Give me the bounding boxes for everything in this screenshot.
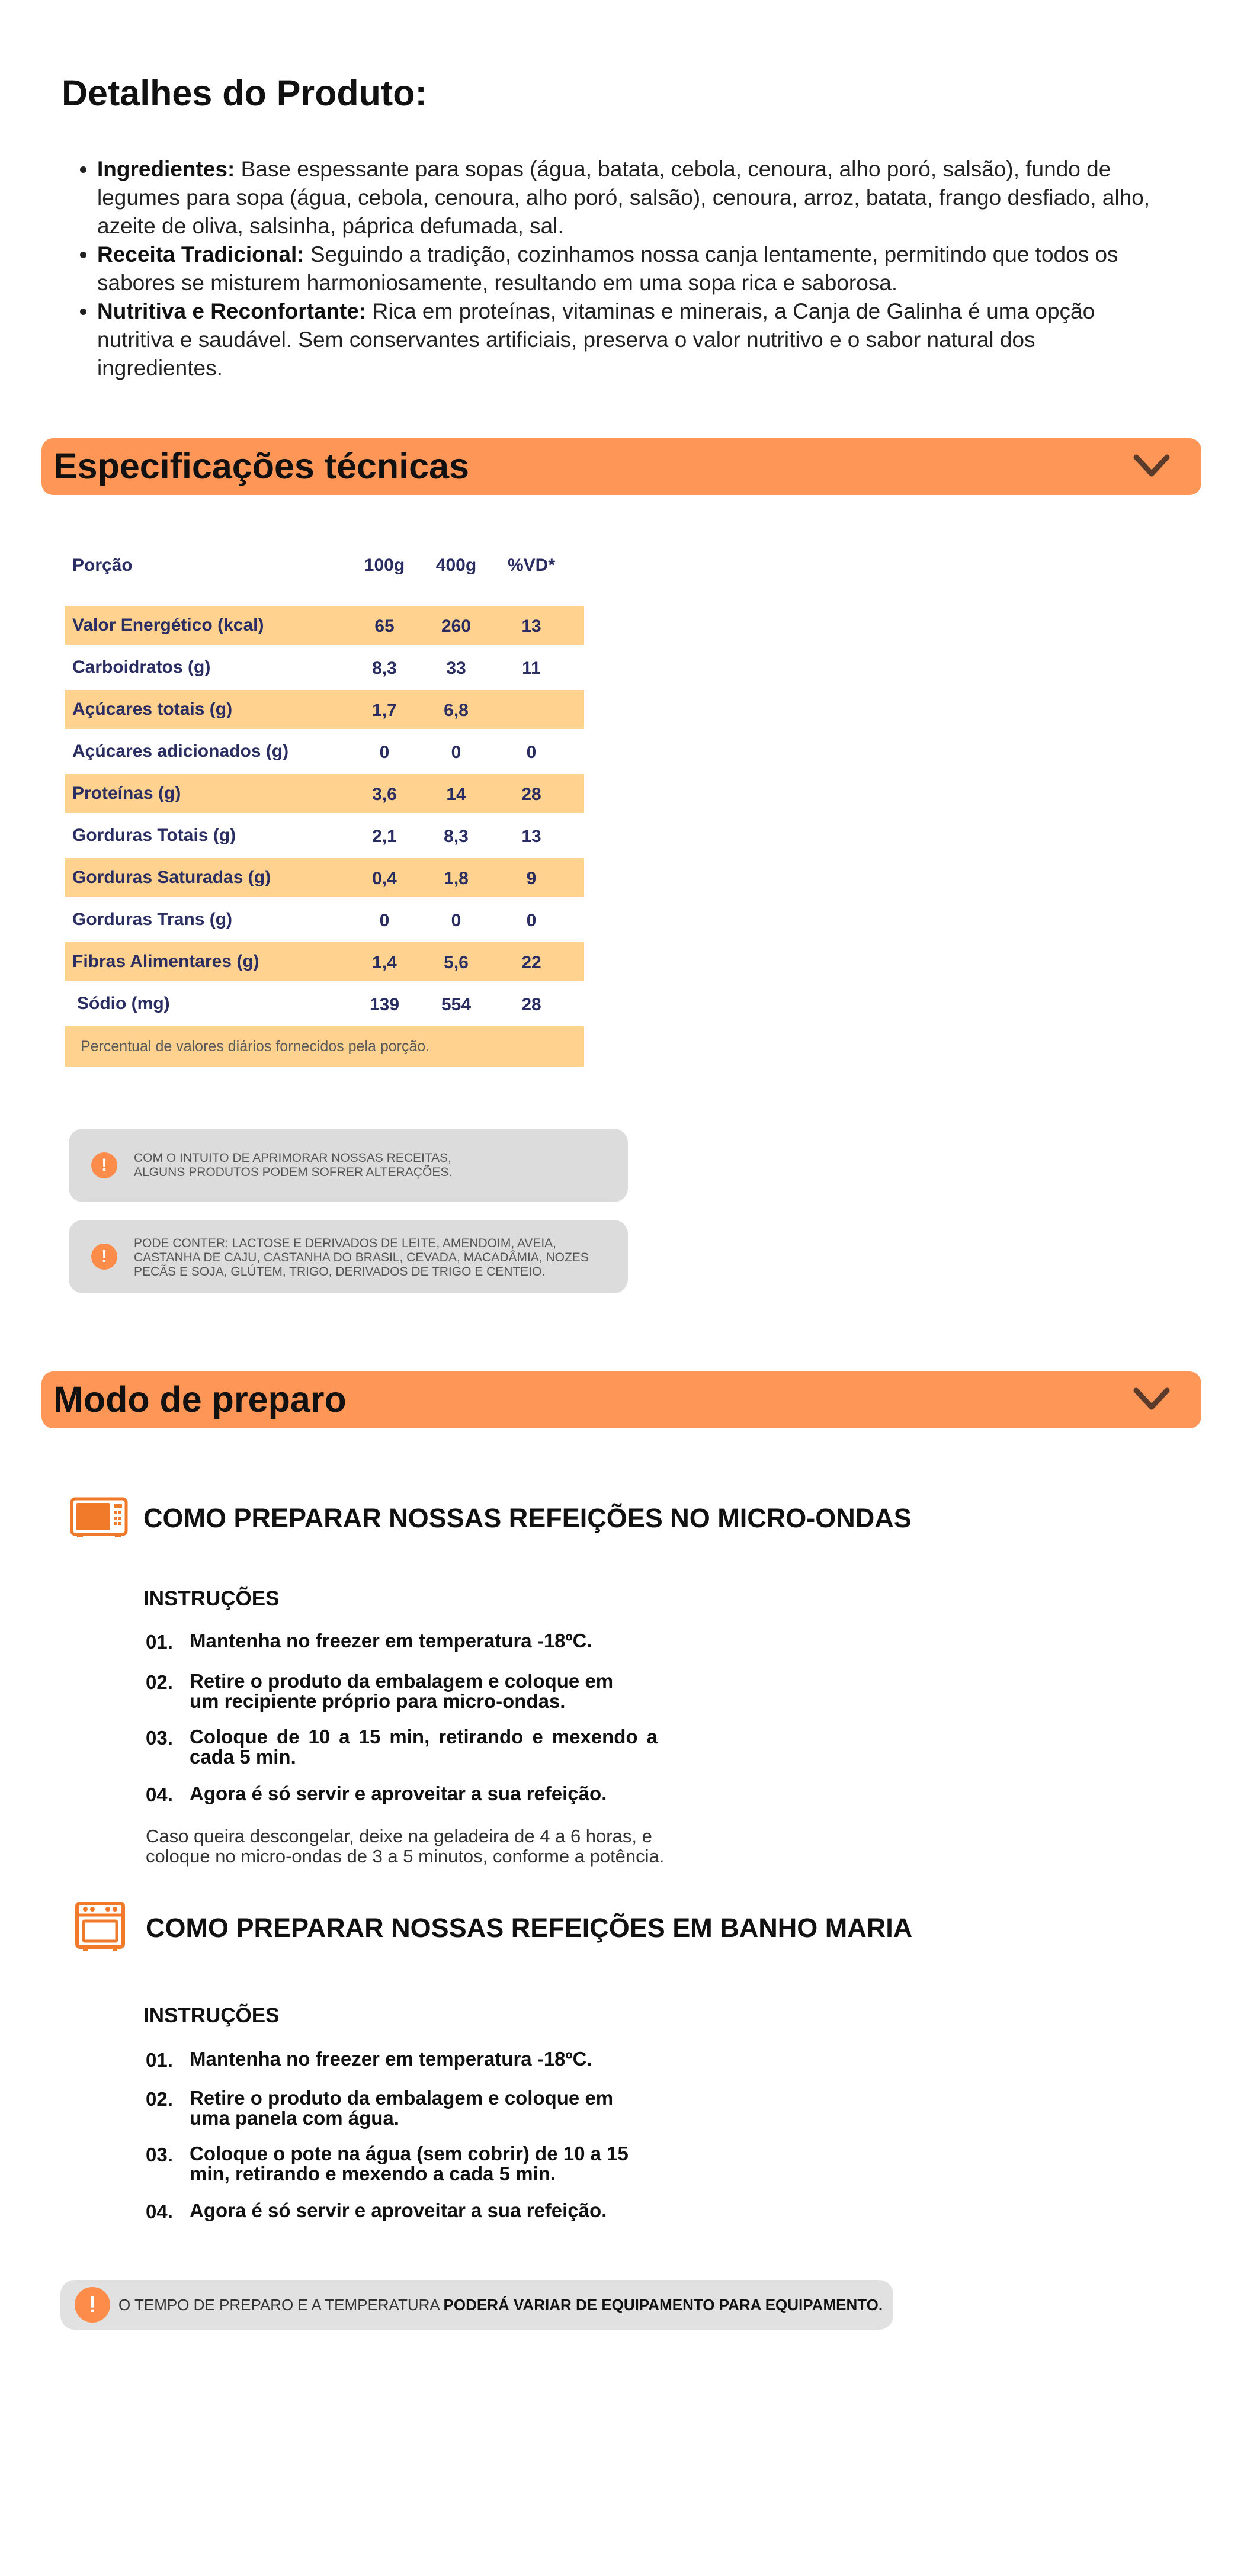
row-100g: 2,1 [372,827,397,846]
notice-bold-text: PODERÁ VARIAR DE EQUIPAMENTO PARA EQUIPAMENTO. [443,2296,883,2314]
table-row [65,648,584,687]
banho-heading: COMO PREPARAR NOSSAS REFEIÇÕES EM BANHO MARIA [146,1913,913,1943]
row-400g: 14 [446,785,466,804]
row-400g: 8,3 [444,827,469,846]
details-item-label: Nutritiva e Reconfortante: [97,299,367,323]
row-100g: 0 [379,743,390,762]
details-title: Detalhes do Produto: [62,73,427,113]
step-number: 04. [146,2201,173,2222]
details-list [65,155,1152,383]
recipe-change-notice [69,1129,628,1202]
row-label: Proteínas (g) [72,783,181,803]
prep-title: Modo de preparo [53,1379,347,1419]
notice-line: PODE CONTER: LACTOSE E DERIVADOS DE LEITE, AMENDOIM, AVEIA, [134,1236,556,1250]
row-vd: 13 [521,827,541,846]
table-row [65,606,584,645]
notice-text [134,1151,452,1180]
row-100g: 139 [369,995,400,1014]
row-100g: 0 [379,911,390,930]
row-400g: 33 [446,659,466,678]
specs-title: Especificações técnicas [53,446,469,486]
prep-time-notice [60,2280,893,2330]
header-portion: Porção [72,555,133,575]
row-400g: 5,6 [444,953,469,972]
row-label: Valor Energético (kcal) [72,615,264,635]
step-text: Coloque de 10 a 15 min, retirando e mexendo a cada 5 min. [190,1726,658,1768]
row-vd: 0 [526,911,537,930]
details-item-ingredients [97,155,1152,240]
step-number: 03. [146,2144,173,2166]
chevron-down-icon[interactable] [1133,452,1171,480]
header-400g: 400g [435,555,477,575]
table-row [65,816,584,855]
details-item-text: Rica em proteínas, vitaminas e minerais, a Canja de Galinha é uma opção nutritiva e saudável. Sem conservantes artificiais, preserva o valor nutritivo e o sabor natural dos ingredientes. [97,299,1095,380]
notice-line: ALGUNS PRODUTOS PODEM SOFRER ALTERAÇÕES. [134,1165,453,1179]
row-100g: 65 [374,616,395,636]
table-row [65,984,584,1023]
header-100g: 100g [364,555,405,575]
row-400g: 260 [441,616,472,636]
table-row [65,732,584,771]
table-row [65,690,584,729]
step-text: Agora é só servir e aproveitar a sua refeição. [190,2199,607,2221]
row-vd: 11 [522,659,541,678]
exclamation-icon: ! [91,1244,117,1270]
row-100g: 0,4 [372,869,397,888]
details-item-nutritive [97,297,1152,383]
step-number: 04. [146,1784,173,1806]
microwave-heading: COMO PREPARAR NOSSAS REFEIÇÕES NO MICRO-ONDAS [143,1503,912,1533]
row-400g: 0 [451,743,461,762]
note-line: Caso queira descongelar, deixe na geladeira de 4 a 6 horas, e [146,1826,652,1846]
step-number: 02. [146,1671,173,1693]
step-number: 01. [146,2049,173,2071]
details-item-traditional [97,240,1152,297]
row-vd: 0 [526,743,537,762]
row-vd: 28 [521,785,541,804]
notice-line: CASTANHA DE CAJU, CASTANHA DO BRASIL, CEVADA, MACADÂMIA, NOZES [134,1251,589,1264]
row-400g: 1,8 [444,869,469,888]
row-label: Gorduras Trans (g) [72,910,233,929]
notice-normal-text: O TEMPO DE PREPARO E A TEMPERATURA [118,2296,444,2314]
details-item-label: Receita Tradicional: [97,242,304,266]
table-footnote [65,1026,584,1067]
nutrition-table [65,544,584,1067]
exclamation-icon: ! [91,1152,117,1178]
table-row [65,900,584,939]
step-number: 01. [146,1631,173,1653]
row-vd: 9 [526,869,537,888]
table-row [65,858,584,897]
chevron-down-icon[interactable] [1133,1386,1171,1413]
table-row [65,942,584,981]
prep-time-notice-text [118,2296,883,2314]
row-100g: 1,7 [372,701,397,720]
details-item-text: Seguindo a tradição, cozinhamos nossa canja lentamente, permitindo que todos os sabores se misturem harmoniosamente, resultando em uma sopa rica e saborosa. [97,242,1118,295]
row-label: Sódio (mg) [77,994,170,1013]
note-line: coloque no micro-ondas de 3 a 5 minutos, conforme a potência. [146,1846,665,1867]
notice-text [134,1236,589,1279]
row-vd: 22 [521,953,541,972]
row-label: Açúcares totais (g) [72,699,233,719]
row-100g: 1,4 [372,953,397,972]
step-number: 02. [146,2088,173,2110]
notice-line: PECÃS E SOJA, GLÚTEM, TRIGO, DERIVADOS DE TRIGO E CENTEIO. [134,1265,546,1279]
step-text: Mantenha no freezer em temperatura -18ºC. [190,1630,592,1652]
header-vd: %VD* [507,555,556,575]
step-text: Mantenha no freezer em temperatura -18ºC. [190,2048,592,2070]
allergen-notice [69,1220,628,1293]
row-100g: 8,3 [372,659,397,678]
row-400g: 0 [451,911,461,930]
row-100g: 3,6 [372,785,397,804]
row-vd: 28 [521,995,541,1014]
exclamation-icon: ! [75,2287,110,2323]
prep-accordion-header[interactable] [41,1371,1201,1428]
row-400g: 6,8 [444,701,469,720]
row-400g: 554 [441,995,472,1014]
nutrition-table-header [65,544,584,585]
oven-icon [75,1901,126,1952]
step-text: Retire o produto da embalagem e coloque em uma panela com água. [190,2087,614,2129]
row-vd: 13 [521,616,541,636]
row-label: Carboidratos (g) [72,657,211,677]
row-label: Gorduras Totais (g) [72,826,236,845]
details-item-label: Ingredientes: [97,157,235,181]
microwave-instructions-title: INSTRUÇÕES [143,1587,280,1610]
table-row [65,774,584,813]
step-number: 03. [146,1727,173,1749]
row-label: Gorduras Saturadas (g) [72,868,271,887]
row-label: Fibras Alimentares (g) [72,952,259,971]
specs-accordion-header[interactable] [41,438,1201,495]
microwave-note [146,1826,664,1867]
step-text: Coloque o pote na água (sem cobrir) de 10 a 15 min, retirando e mexendo a cada 5 min. [190,2143,629,2185]
notice-line: COM O INTUITO DE APRIMORAR NOSSAS RECEITAS, [134,1151,451,1165]
details-item-text: Base espessante para sopas (água, batata, cebola, cenoura, alho poró, salsão), fundo de legumes para sopa (água, cebola, cenoura, alho poró, salsão), cenoura, arroz, batata, frango desfiado, alho, azeite de oliva, salsinha, páprica defumada, sal. [97,157,1150,238]
microwave-icon [70,1497,128,1538]
step-text: Agora é só servir e aproveitar a sua refeição. [190,1782,607,1804]
footnote-text: Percentual de valores diários fornecidos pela porção. [81,1038,430,1055]
row-label: Açúcares adicionados (g) [72,741,289,761]
banho-instructions-title: INSTRUÇÕES [143,2004,280,2027]
step-text: Retire o produto da embalagem e coloque em um recipiente próprio para micro-ondas. [190,1670,614,1712]
